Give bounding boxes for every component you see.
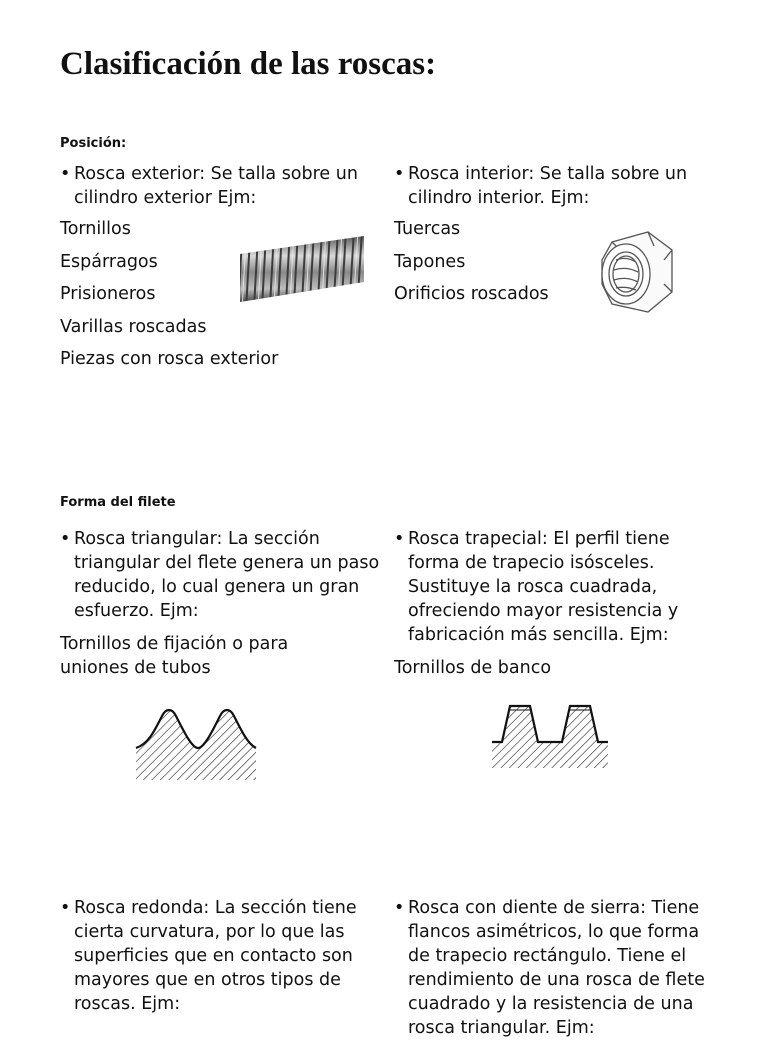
page-title: Clasificación de las roscas: [60,46,437,82]
bullet-dot: • [394,164,405,184]
bullet-dot: • [394,898,405,918]
section-label-forma: Forma del filete [60,495,176,510]
example-piezas: Piezas con rosca exterior [60,349,279,369]
example-prisioneros: Prisioneros [60,284,156,304]
bullet-text: Rosca exterior: Se talla sobre un cilindro exterior Ejm: [74,164,358,208]
bullet-text: Rosca triangular: La sección triangular del flete genera un paso reducido, lo cual genera un gran esfuerzo. Ejm: [74,529,380,621]
triangular-thread-profile-icon [134,704,258,782]
bullet-dot: • [60,164,71,184]
bullet-text: Rosca trapecial: El perfil tiene forma de trapecio isósceles. Sustituye la rosca cuadrada, ofreciendo mayor resistencia y fabricación más sencilla. Ejm: [408,529,679,645]
example-tornillos: Tornillos [60,219,131,239]
bullet-rosca-exterior [60,162,380,210]
threaded-rod-icon [238,230,366,304]
bullet-rosca-sierra [394,896,714,1040]
section-label-posicion: Posición: [60,136,127,151]
example-tornillos-banco: Tornillos de banco [394,658,552,678]
bullet-dot: • [394,529,405,549]
example-tuercas: Tuercas [394,219,461,239]
bullet-text: Rosca con diente de sierra: Tiene flancos asimétricos, lo que forma de trapecio rectángulo. Tiene el rendimiento de una rosca de flete cuadrado y la resistencia de una rosca triangular. Ejm: [408,898,705,1038]
bullet-dot: • [60,529,71,549]
bullet-text: Rosca redonda: La sección tiene cierta curvatura, por lo que las superficies que en contacto son mayores que en otros tipos de roscas. Ejm: [74,898,357,1014]
bullet-dot: • [60,898,71,918]
bullet-rosca-triangular [60,527,380,623]
bullet-rosca-redonda [60,896,380,1016]
trapezoidal-thread-profile-icon [490,702,610,770]
example-varillas: Varillas roscadas [60,317,207,337]
bullet-rosca-interior [394,162,714,210]
bullet-text: Rosca interior: Se talla sobre un cilindro interior. Ejm: [408,164,688,208]
example-tornillos-fijacion: Tornillos de fijación o para uniones de tubos [60,634,289,678]
example-esparragos: Espárragos [60,252,158,272]
bullet-rosca-trapecial [394,527,714,647]
example-tapones: Tapones [394,252,466,272]
hex-nut-icon [598,226,678,318]
example-orificios: Orificios roscados [394,284,549,304]
